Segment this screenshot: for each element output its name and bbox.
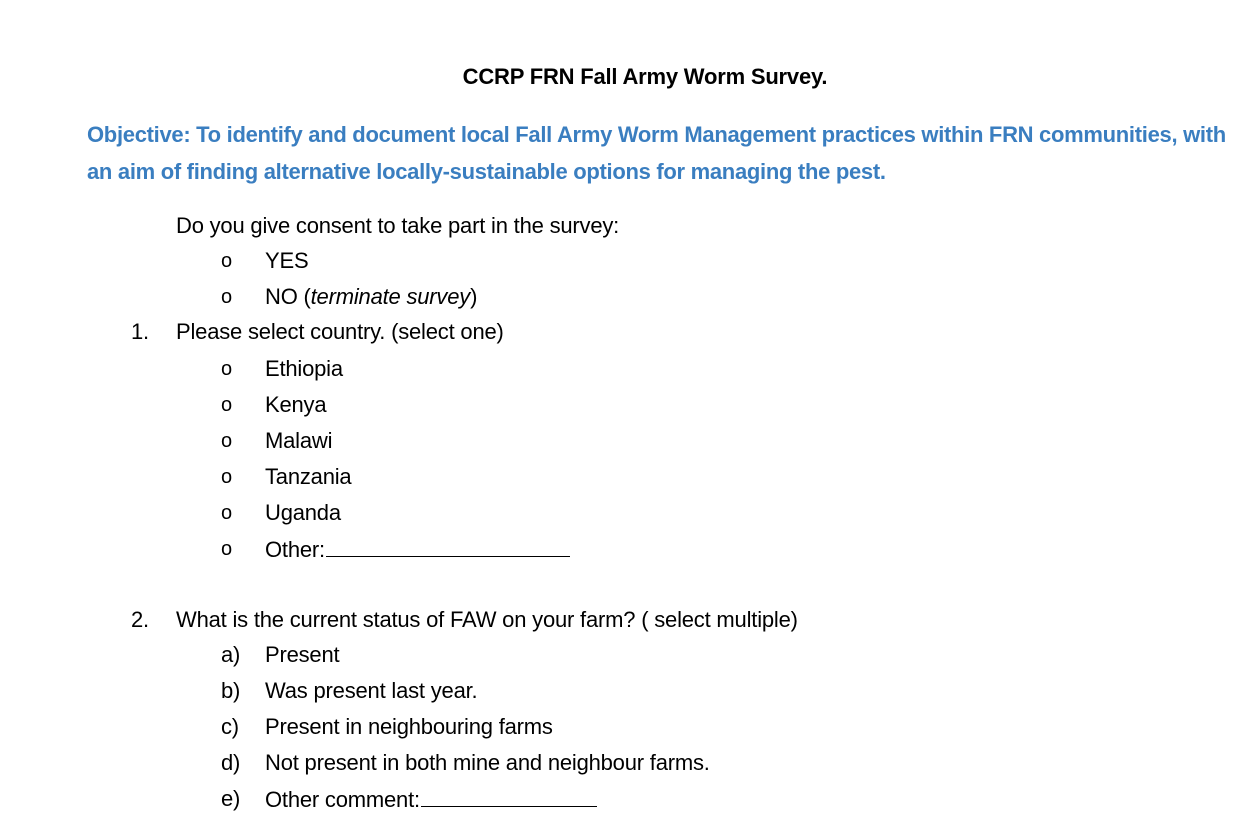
bullet-icon: o <box>221 502 232 524</box>
q1-option-tanzania[interactable]: Tanzania <box>265 464 352 489</box>
q1-option-malawi[interactable]: Malawi <box>265 428 333 453</box>
q1-option-uganda[interactable]: Uganda <box>265 500 341 525</box>
survey-objective: Objective: To identify and document local Fall Army Worm Management practices within FRN communities, with an aim of finding alternative locally-sustainable options for managing the pest. <box>87 122 1226 184</box>
q1-option-ethiopia[interactable]: Ethiopia <box>265 356 343 381</box>
q2-letter-c: c) <box>221 714 239 739</box>
q1-other-label: Other: <box>265 537 325 562</box>
consent-option-no[interactable] <box>265 282 477 312</box>
q1-option-other[interactable] <box>265 534 570 565</box>
bullet-icon: o <box>221 466 232 488</box>
consent-no-note: terminate survey <box>310 284 471 309</box>
bullet-icon: o <box>221 538 232 560</box>
q2-option-not-present[interactable]: Not present in both mine and neighbour farms. <box>265 750 710 775</box>
consent-question: Do you give consent to take part in the survey: <box>176 213 620 238</box>
q2-letter-a: a) <box>221 642 241 667</box>
q2-other-blank[interactable] <box>421 784 597 807</box>
bullet-icon: o <box>221 250 232 272</box>
q2-option-other[interactable] <box>265 784 597 815</box>
q2-other-label: Other comment: <box>265 787 420 812</box>
bullet-icon: o <box>221 286 232 308</box>
q2-letter-e: e) <box>221 786 241 811</box>
q2-letter-b: b) <box>221 678 241 703</box>
consent-option-yes[interactable]: YES <box>265 248 309 273</box>
bullet-icon: o <box>221 430 232 452</box>
q1-question: Please select country. (select one) <box>176 319 504 344</box>
q2-option-present[interactable]: Present <box>265 642 340 667</box>
q2-option-last-year[interactable]: Was present last year. <box>265 678 478 703</box>
bullet-icon: o <box>221 358 232 380</box>
q1-option-kenya[interactable]: Kenya <box>265 392 327 417</box>
q1-other-blank[interactable] <box>326 534 570 557</box>
q2-question: What is the current status of FAW on your farm? ( select multiple) <box>176 607 798 632</box>
q2-number: 2. <box>131 607 149 632</box>
consent-no-label: NO ( <box>265 284 311 309</box>
q2-letter-d: d) <box>221 750 241 775</box>
bullet-icon: o <box>221 394 232 416</box>
consent-no-close: ) <box>470 284 478 309</box>
survey-title: CCRP FRN Fall Army Worm Survey. <box>462 64 828 89</box>
q2-option-neighbouring[interactable]: Present in neighbouring farms <box>265 714 553 739</box>
q1-number: 1. <box>131 319 149 344</box>
